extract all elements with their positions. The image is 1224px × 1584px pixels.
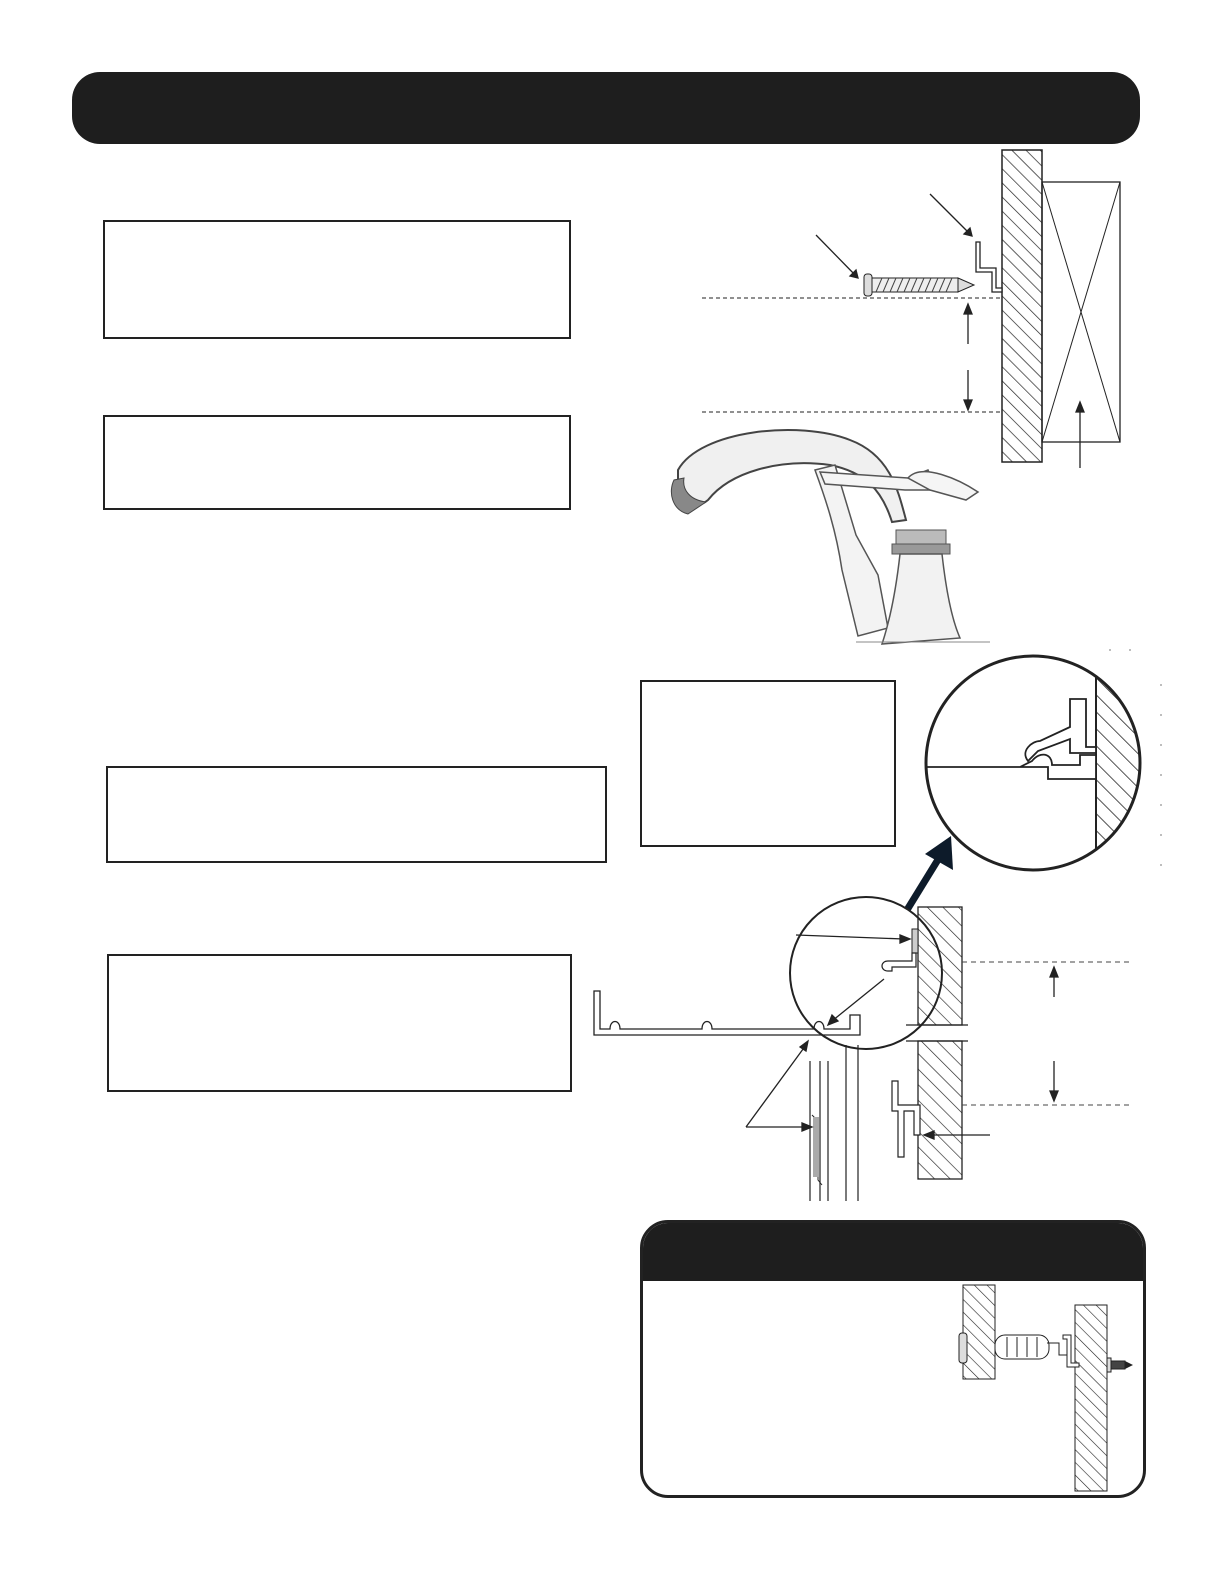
- instruction-box-4: [107, 954, 572, 1092]
- faucet-illustration: [660, 410, 990, 655]
- tip-panel-header: [643, 1223, 1143, 1281]
- instruction-box-1: [103, 220, 571, 339]
- track-assembly-diagram: [588, 895, 1133, 1215]
- instruction-box-3: [106, 766, 607, 863]
- wall-section: [1002, 150, 1042, 462]
- wall-clip: [976, 242, 1002, 292]
- header-bar: [72, 72, 1140, 144]
- callout-box: [640, 680, 896, 847]
- instruction-box-2: [103, 415, 571, 510]
- tip-panel: [640, 1220, 1146, 1498]
- screw-icon: [864, 274, 974, 296]
- wall-anchor-diagram: [959, 1283, 1139, 1493]
